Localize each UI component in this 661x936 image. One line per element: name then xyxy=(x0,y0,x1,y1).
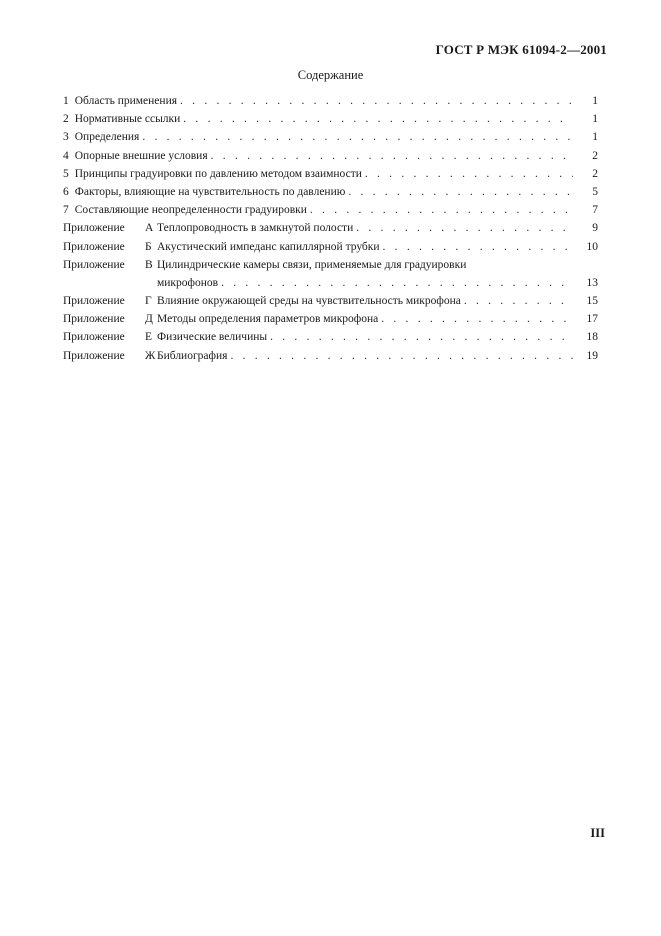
leader-dots xyxy=(183,110,573,128)
leader-dots xyxy=(221,274,573,292)
page-number: 7 xyxy=(592,204,598,217)
toc-annex-zh[interactable] xyxy=(63,347,598,365)
section-number: 2 xyxy=(63,113,69,126)
toc-entry-5[interactable] xyxy=(63,165,598,183)
page-number: 1 xyxy=(592,131,598,144)
section-title: Принципы градуировки по давлению методом взаимности xyxy=(74,167,362,180)
leader-dots xyxy=(211,147,573,165)
page-number: 17 xyxy=(586,313,598,326)
page-number: 15 xyxy=(586,295,598,308)
page-number: 9 xyxy=(592,222,598,235)
section-title: Определения xyxy=(74,131,140,144)
annex-prefix: Приложение xyxy=(63,222,125,235)
leader-dots xyxy=(230,347,573,365)
page-number-roman: III xyxy=(590,826,605,840)
annex-prefix: Приложение xyxy=(63,331,125,344)
section-title: Нормативные ссылки xyxy=(74,113,181,126)
table-of-contents xyxy=(63,92,598,365)
page-number: 1 xyxy=(592,95,598,107)
toc-annex-g[interactable] xyxy=(63,292,598,310)
page-number: 13 xyxy=(586,276,598,289)
leader-dots xyxy=(365,165,573,183)
toc-entry-1[interactable] xyxy=(63,92,598,110)
toc-annex-d[interactable] xyxy=(63,310,598,328)
document-code: ГОСТ Р МЭК 61094-2—2001 xyxy=(435,42,607,57)
page-number: 5 xyxy=(592,185,598,198)
leader-dots xyxy=(356,219,573,237)
annex-letter: А xyxy=(145,222,154,235)
leader-dots xyxy=(381,310,573,328)
section-number: 6 xyxy=(63,185,69,198)
annex-prefix: Приложение xyxy=(63,313,125,326)
toc-entry-2[interactable] xyxy=(63,110,598,128)
annex-title: Цилиндрические камеры связи, применяемые для градуировки xyxy=(157,258,467,271)
page-number: 1 xyxy=(592,113,598,126)
annex-title: Библиография xyxy=(157,349,228,362)
toc-annex-a[interactable] xyxy=(63,219,598,237)
toc-annex-v[interactable] xyxy=(63,256,598,274)
toc-heading: Содержание xyxy=(297,68,364,82)
section-title: Опорные внешние условия xyxy=(74,149,208,162)
annex-letter: Д xyxy=(145,313,153,326)
leader-dots xyxy=(142,128,573,146)
leader-dots xyxy=(464,292,573,310)
section-number: 5 xyxy=(63,167,69,180)
page-number: 2 xyxy=(592,167,598,180)
section-number: 7 xyxy=(63,204,69,217)
annex-prefix: Приложение xyxy=(63,349,125,362)
page-number: 18 xyxy=(586,331,598,344)
annex-letter: Б xyxy=(145,240,152,253)
section-title: Факторы, влияющие на чувствительность по давлению xyxy=(74,185,346,198)
annex-letter: Ж xyxy=(145,349,156,362)
leader-dots xyxy=(348,183,573,201)
section-number: 3 xyxy=(63,131,69,144)
toc-annex-e[interactable] xyxy=(63,328,598,346)
leader-dots xyxy=(310,201,573,219)
section-number: 4 xyxy=(63,149,69,162)
leader-dots xyxy=(270,328,573,346)
annex-prefix: Приложение xyxy=(63,258,125,271)
annex-title: Методы определения параметров микрофона xyxy=(157,313,379,326)
leader-dots xyxy=(180,92,573,110)
annex-title: Акустический импеданс капиллярной трубки xyxy=(157,240,380,253)
annex-letter: В xyxy=(145,258,153,271)
annex-title: Физические величины xyxy=(157,331,268,344)
annex-prefix: Приложение xyxy=(63,240,125,253)
toc-entry-4[interactable] xyxy=(63,147,598,165)
page-number: 10 xyxy=(586,240,598,253)
annex-letter: Г xyxy=(145,295,152,308)
toc-entry-6[interactable] xyxy=(63,183,598,201)
toc-annex-v-continued[interactable] xyxy=(63,274,598,292)
leader-dots xyxy=(383,238,573,256)
annex-prefix: Приложение xyxy=(63,295,125,308)
toc-annex-b[interactable] xyxy=(63,238,598,256)
annex-letter: Е xyxy=(145,331,153,344)
annex-title: Теплопроводность в замкнутой полости xyxy=(157,222,354,235)
page-number: 19 xyxy=(586,349,598,362)
annex-title: Влияние окружающей среды на чувствительность микрофона xyxy=(157,295,461,308)
page-number: 2 xyxy=(592,149,598,162)
section-number: 1 xyxy=(63,95,69,107)
annex-title-continued: микрофонов xyxy=(157,276,219,289)
toc-entry-7[interactable] xyxy=(63,201,598,219)
toc-entry-3[interactable] xyxy=(63,128,598,146)
section-title: Составляющие неопределенности градуировки xyxy=(74,204,307,217)
section-title: Область применения xyxy=(74,95,178,107)
